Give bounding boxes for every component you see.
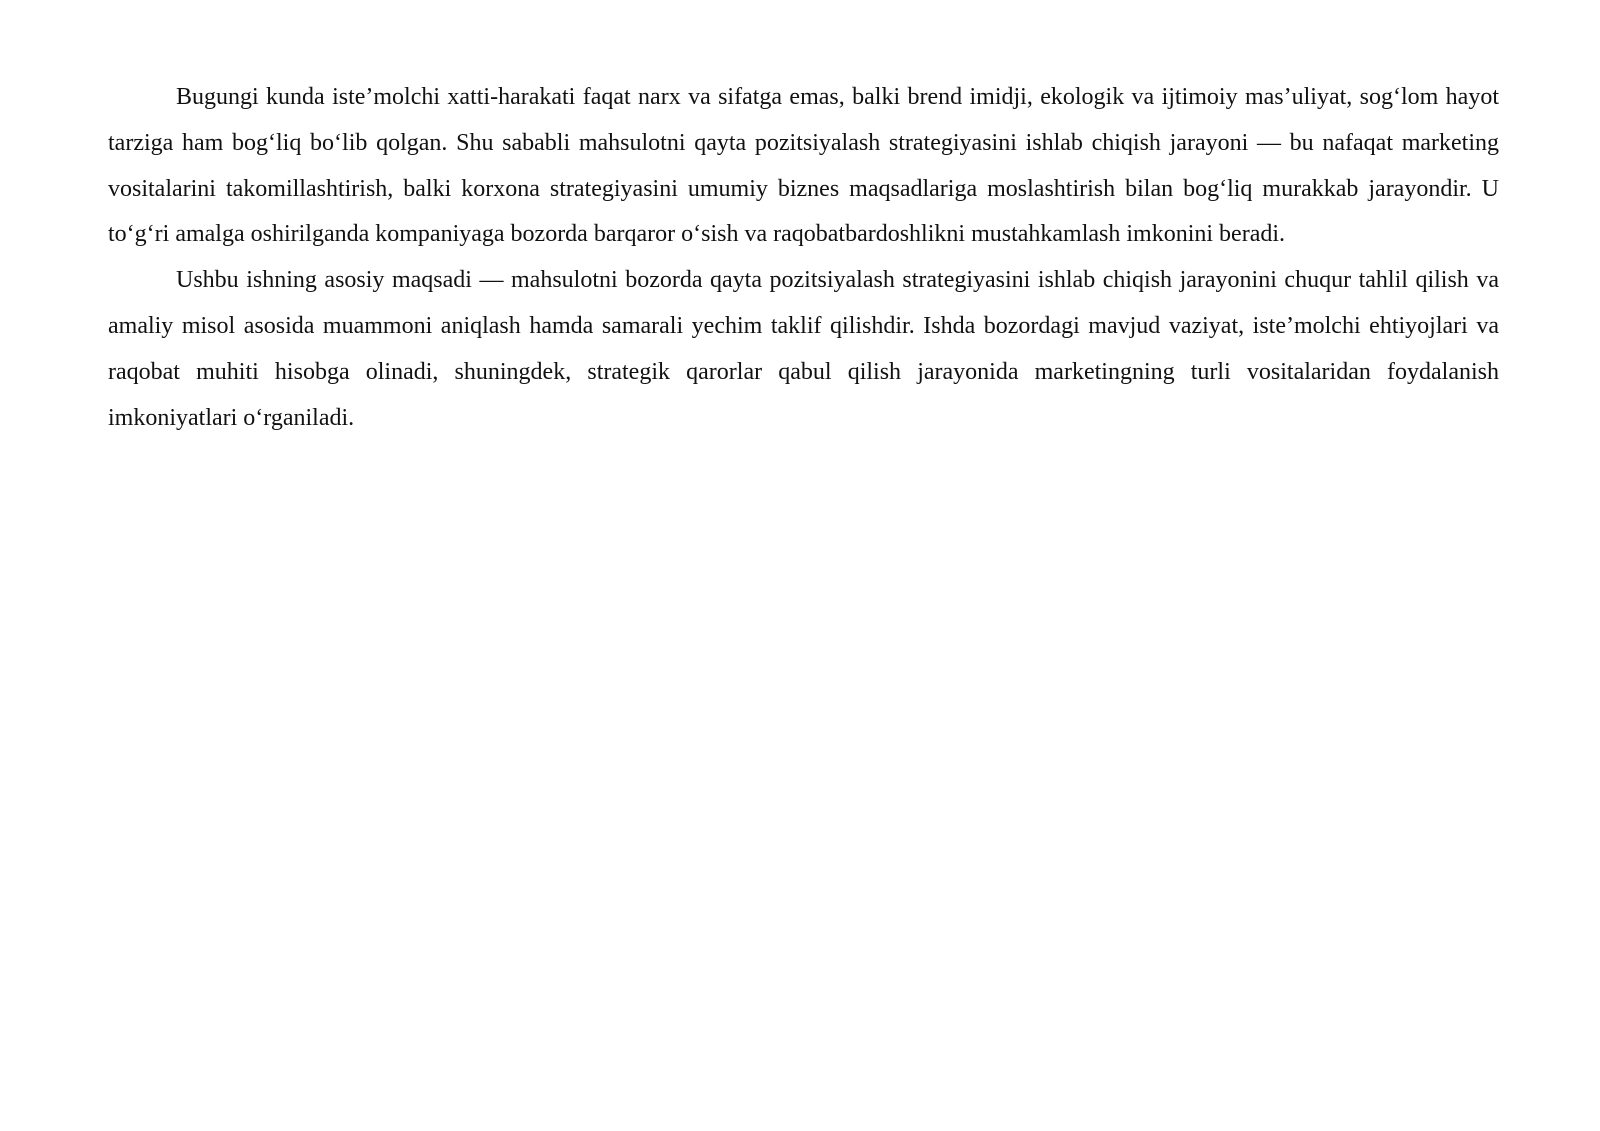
paragraph-1: Bugungi kunda iste’molchi xatti-harakati faqat narx va sifatga emas, balki brend imidji, ekologik va ijtimoiy mas’uliyat, sog‘lom hayot tarziga ham bog‘liq bo‘lib qolgan. Shu sababli mahsulotni qayta pozitsiyalash strategiyasini ishlab chiqish jarayoni — bu nafaqat marketing vositalarini takomillashtirish, balki korxona strategiyasini umumiy biznes maqsadlariga moslashtirish bilan bog‘liq murakkab jarayondir. U to‘g‘ri amalga oshirilganda kompaniyaga bozorda barqaror o‘sish va raqobatbardoshlikni mustahkamlash imkonini beradi. bbox=[108, 84, 1499, 248]
paragraph-2: Ushbu ishning asosiy maqsadi — mahsulotni bozorda qayta pozitsiyalash strategiyasini ishlab chiqish jarayonini chuqur tahlil qilish va amaliy misol asosida muammoni aniqlash hamda samarali yechim taklif qilishdir. Ishda bozordagi mavjud vaziyat, iste’molchi ehtiyojlari va raqobat muhiti hisobga olinadi, shuningdek, strategik qarorlar qabul qilish jarayonida marketingning turli vositalaridan foydalanish imkoniyatlari o‘rganiladi. bbox=[108, 267, 1499, 431]
document-page bbox=[108, 75, 1499, 441]
